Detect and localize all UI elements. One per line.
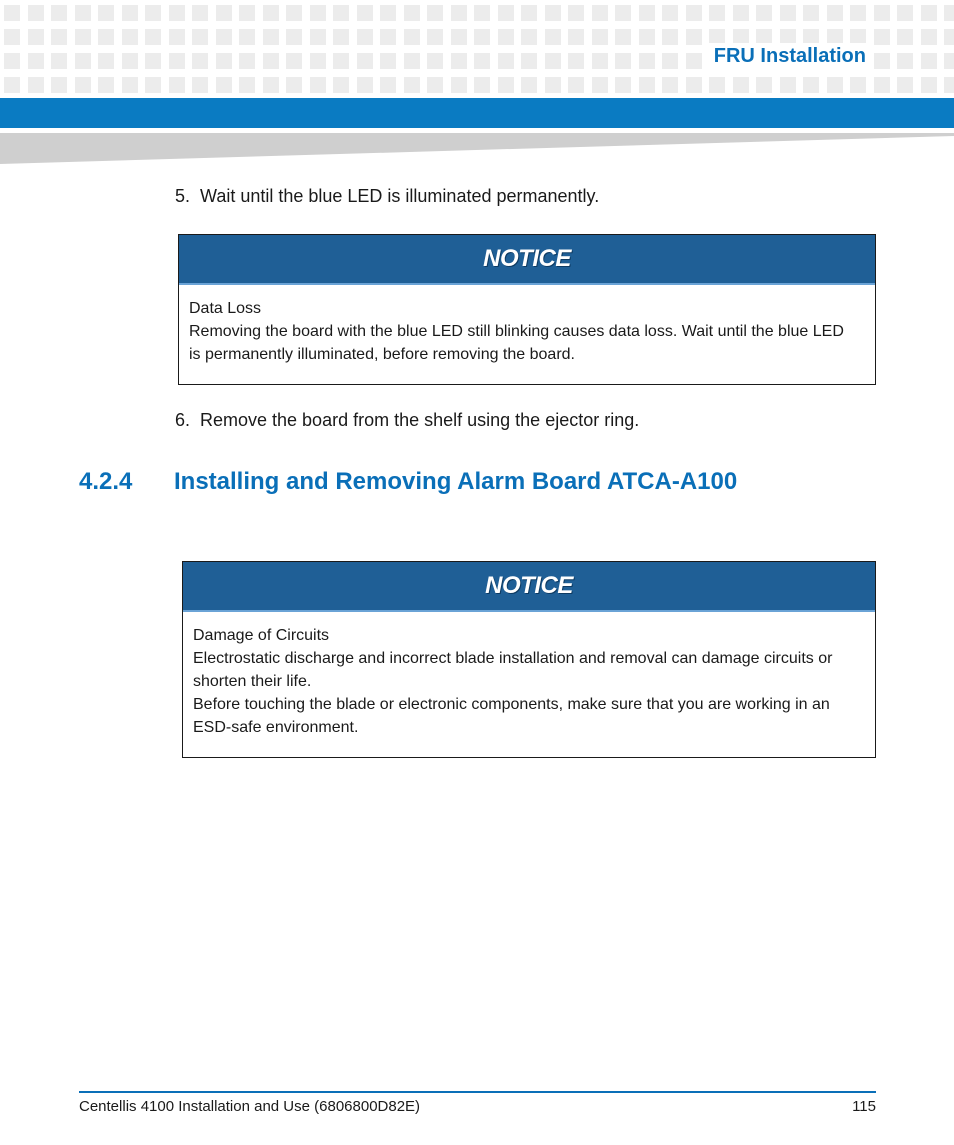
pattern-square: [521, 29, 537, 45]
pattern-square: [263, 77, 279, 93]
pattern-square: [568, 77, 584, 93]
pattern-square: [827, 77, 843, 93]
pattern-square: [897, 77, 913, 93]
pattern-square: [803, 5, 819, 21]
step-number: 5.: [175, 186, 191, 206]
pattern-square: [427, 77, 443, 93]
pattern-square: [827, 5, 843, 21]
pattern-square: [404, 77, 420, 93]
header-blue-bar: [0, 98, 954, 128]
pattern-square: [216, 29, 232, 45]
pattern-square: [263, 53, 279, 69]
pattern-square: [169, 53, 185, 69]
pattern-square: [427, 53, 443, 69]
pattern-square: [686, 77, 702, 93]
header-grey-wedge: [0, 128, 954, 164]
pattern-square: [451, 29, 467, 45]
notice-box-data-loss: [178, 234, 876, 385]
pattern-square: [192, 77, 208, 93]
pattern-square: [639, 77, 655, 93]
pattern-square: [451, 77, 467, 93]
pattern-square: [498, 29, 514, 45]
pattern-square: [850, 5, 866, 21]
pattern-square: [521, 53, 537, 69]
notice-heading: Damage of Circuits: [193, 627, 330, 644]
pattern-square: [733, 5, 749, 21]
pattern-square: [75, 5, 91, 21]
pattern-square: [474, 29, 490, 45]
pattern-square: [310, 77, 326, 93]
pattern-square: [122, 77, 138, 93]
pattern-square: [568, 29, 584, 45]
pattern-square: [921, 77, 937, 93]
pattern-square: [4, 29, 20, 45]
pattern-square: [521, 77, 537, 93]
pattern-square: [75, 53, 91, 69]
pattern-square: [639, 29, 655, 45]
pattern-square: [592, 29, 608, 45]
pattern-square: [498, 77, 514, 93]
pattern-square: [357, 29, 373, 45]
pattern-square: [615, 29, 631, 45]
pattern-square: [380, 29, 396, 45]
pattern-square: [427, 5, 443, 21]
pattern-square: [686, 5, 702, 21]
pattern-square: [404, 29, 420, 45]
footer-page-number: 115: [852, 1098, 876, 1115]
pattern-square: [75, 29, 91, 45]
notice-title: NOTICE: [483, 245, 571, 272]
pattern-square: [4, 5, 20, 21]
pattern-square: [874, 77, 890, 93]
pattern-square: [662, 5, 678, 21]
pattern-square: [192, 29, 208, 45]
pattern-square: [28, 53, 44, 69]
pattern-square: [921, 53, 937, 69]
pattern-square: [921, 5, 937, 21]
pattern-square: [286, 5, 302, 21]
pattern-square: [216, 53, 232, 69]
step-text: Wait until the blue LED is illuminated permanently.: [200, 186, 600, 206]
section-label: FRU Installation: [708, 43, 872, 69]
pattern-square: [639, 53, 655, 69]
pattern-square: [780, 5, 796, 21]
pattern-square: [756, 5, 772, 21]
pattern-square: [944, 29, 954, 45]
notice-box-damage-of-circuits: [182, 561, 876, 758]
pattern-square: [592, 53, 608, 69]
pattern-square: [662, 29, 678, 45]
pattern-square: [239, 5, 255, 21]
step-number: 6.: [175, 410, 191, 430]
pattern-square: [474, 77, 490, 93]
pattern-square: [145, 5, 161, 21]
pattern-square: [216, 77, 232, 93]
pattern-square: [686, 29, 702, 45]
pattern-square: [310, 29, 326, 45]
pattern-square: [874, 53, 890, 69]
pattern-square: [51, 5, 67, 21]
pattern-square: [51, 77, 67, 93]
pattern-square: [357, 5, 373, 21]
pattern-square: [263, 5, 279, 21]
pattern-square: [145, 77, 161, 93]
pattern-square: [521, 5, 537, 21]
pattern-square: [98, 5, 114, 21]
pattern-square: [380, 77, 396, 93]
notice-line: is permanently illuminated, before removing the board.: [189, 346, 575, 363]
notice-line: Removing the board with the blue LED still blinking causes data loss. Wait until the blue LED: [189, 323, 844, 340]
pattern-square: [192, 5, 208, 21]
pattern-square: [874, 29, 890, 45]
pattern-square: [615, 5, 631, 21]
pattern-square: [662, 77, 678, 93]
pattern-square: [122, 5, 138, 21]
pattern-square: [333, 77, 349, 93]
pattern-square: [169, 5, 185, 21]
notice-line: Electrostatic discharge and incorrect blade installation and removal can damage circuits or: [193, 650, 833, 667]
pattern-square: [756, 77, 772, 93]
pattern-square: [169, 29, 185, 45]
notice-line: Before touching the blade or electronic components, make sure that you are working in an: [193, 696, 830, 713]
pattern-square: [545, 5, 561, 21]
pattern-square: [286, 53, 302, 69]
pattern-square: [921, 29, 937, 45]
pattern-square: [568, 53, 584, 69]
pattern-square: [333, 5, 349, 21]
pattern-square: [404, 53, 420, 69]
pattern-square: [592, 5, 608, 21]
pattern-square: [263, 29, 279, 45]
pattern-square: [545, 53, 561, 69]
pattern-square: [333, 53, 349, 69]
pattern-square: [310, 5, 326, 21]
pattern-square: [216, 5, 232, 21]
step-text: Remove the board from the shelf using the ejector ring.: [200, 410, 640, 430]
notice-body: [183, 612, 875, 739]
pattern-square: [380, 53, 396, 69]
pattern-square: [4, 77, 20, 93]
pattern-square: [333, 29, 349, 45]
pattern-square: [239, 77, 255, 93]
pattern-square: [615, 77, 631, 93]
pattern-square: [51, 53, 67, 69]
pattern-square: [427, 29, 443, 45]
pattern-square: [239, 53, 255, 69]
pattern-square: [944, 5, 954, 21]
pattern-square: [28, 77, 44, 93]
section-title: Installing and Removing Alarm Board ATCA-A100: [174, 468, 738, 495]
notice-body: [179, 285, 875, 366]
pattern-square: [568, 5, 584, 21]
pattern-square: [686, 53, 702, 69]
notice-line: shorten their life.: [193, 673, 312, 690]
pattern-square: [498, 5, 514, 21]
pattern-square: [192, 53, 208, 69]
pattern-square: [145, 53, 161, 69]
pattern-square: [451, 5, 467, 21]
section-number: 4.2.4: [79, 468, 133, 495]
pattern-square: [474, 5, 490, 21]
pattern-square: [239, 29, 255, 45]
notice-header: [179, 235, 875, 285]
pattern-square: [662, 53, 678, 69]
footer-rule: [79, 1091, 876, 1093]
pattern-square: [28, 29, 44, 45]
step-5: [175, 185, 599, 207]
pattern-square: [803, 77, 819, 93]
section-heading: [79, 468, 737, 496]
pattern-square: [639, 5, 655, 21]
pattern-square: [451, 53, 467, 69]
pattern-square: [474, 53, 490, 69]
pattern-square: [874, 5, 890, 21]
pattern-square: [850, 77, 866, 93]
pattern-square: [733, 77, 749, 93]
pattern-square: [780, 77, 796, 93]
pattern-square: [944, 53, 954, 69]
notice-header: [183, 562, 875, 612]
pattern-square: [286, 29, 302, 45]
pattern-square: [122, 53, 138, 69]
pattern-square: [545, 29, 561, 45]
pattern-square: [498, 53, 514, 69]
notice-line: ESD-safe environment.: [193, 719, 359, 736]
pattern-square: [357, 77, 373, 93]
pattern-square: [897, 53, 913, 69]
pattern-square: [897, 5, 913, 21]
pattern-square: [545, 77, 561, 93]
step-6: [175, 409, 639, 431]
pattern-square: [145, 29, 161, 45]
pattern-square: [98, 53, 114, 69]
footer-document-title: Centellis 4100 Installation and Use (6806800D82E): [79, 1098, 421, 1115]
pattern-square: [75, 77, 91, 93]
pattern-square: [380, 5, 396, 21]
pattern-square: [897, 29, 913, 45]
pattern-square: [615, 53, 631, 69]
pattern-square: [286, 77, 302, 93]
pattern-square: [169, 77, 185, 93]
pattern-square: [51, 29, 67, 45]
notice-title: NOTICE: [485, 572, 573, 599]
pattern-square: [122, 29, 138, 45]
notice-heading: Data Loss: [189, 300, 262, 317]
pattern-square: [98, 77, 114, 93]
pattern-square: [357, 53, 373, 69]
pattern-square: [709, 5, 725, 21]
pattern-square: [98, 29, 114, 45]
pattern-square: [709, 77, 725, 93]
pattern-square: [28, 5, 44, 21]
pattern-square: [944, 77, 954, 93]
pattern-square: [404, 5, 420, 21]
pattern-square: [310, 53, 326, 69]
pattern-square: [4, 53, 20, 69]
pattern-square: [592, 77, 608, 93]
